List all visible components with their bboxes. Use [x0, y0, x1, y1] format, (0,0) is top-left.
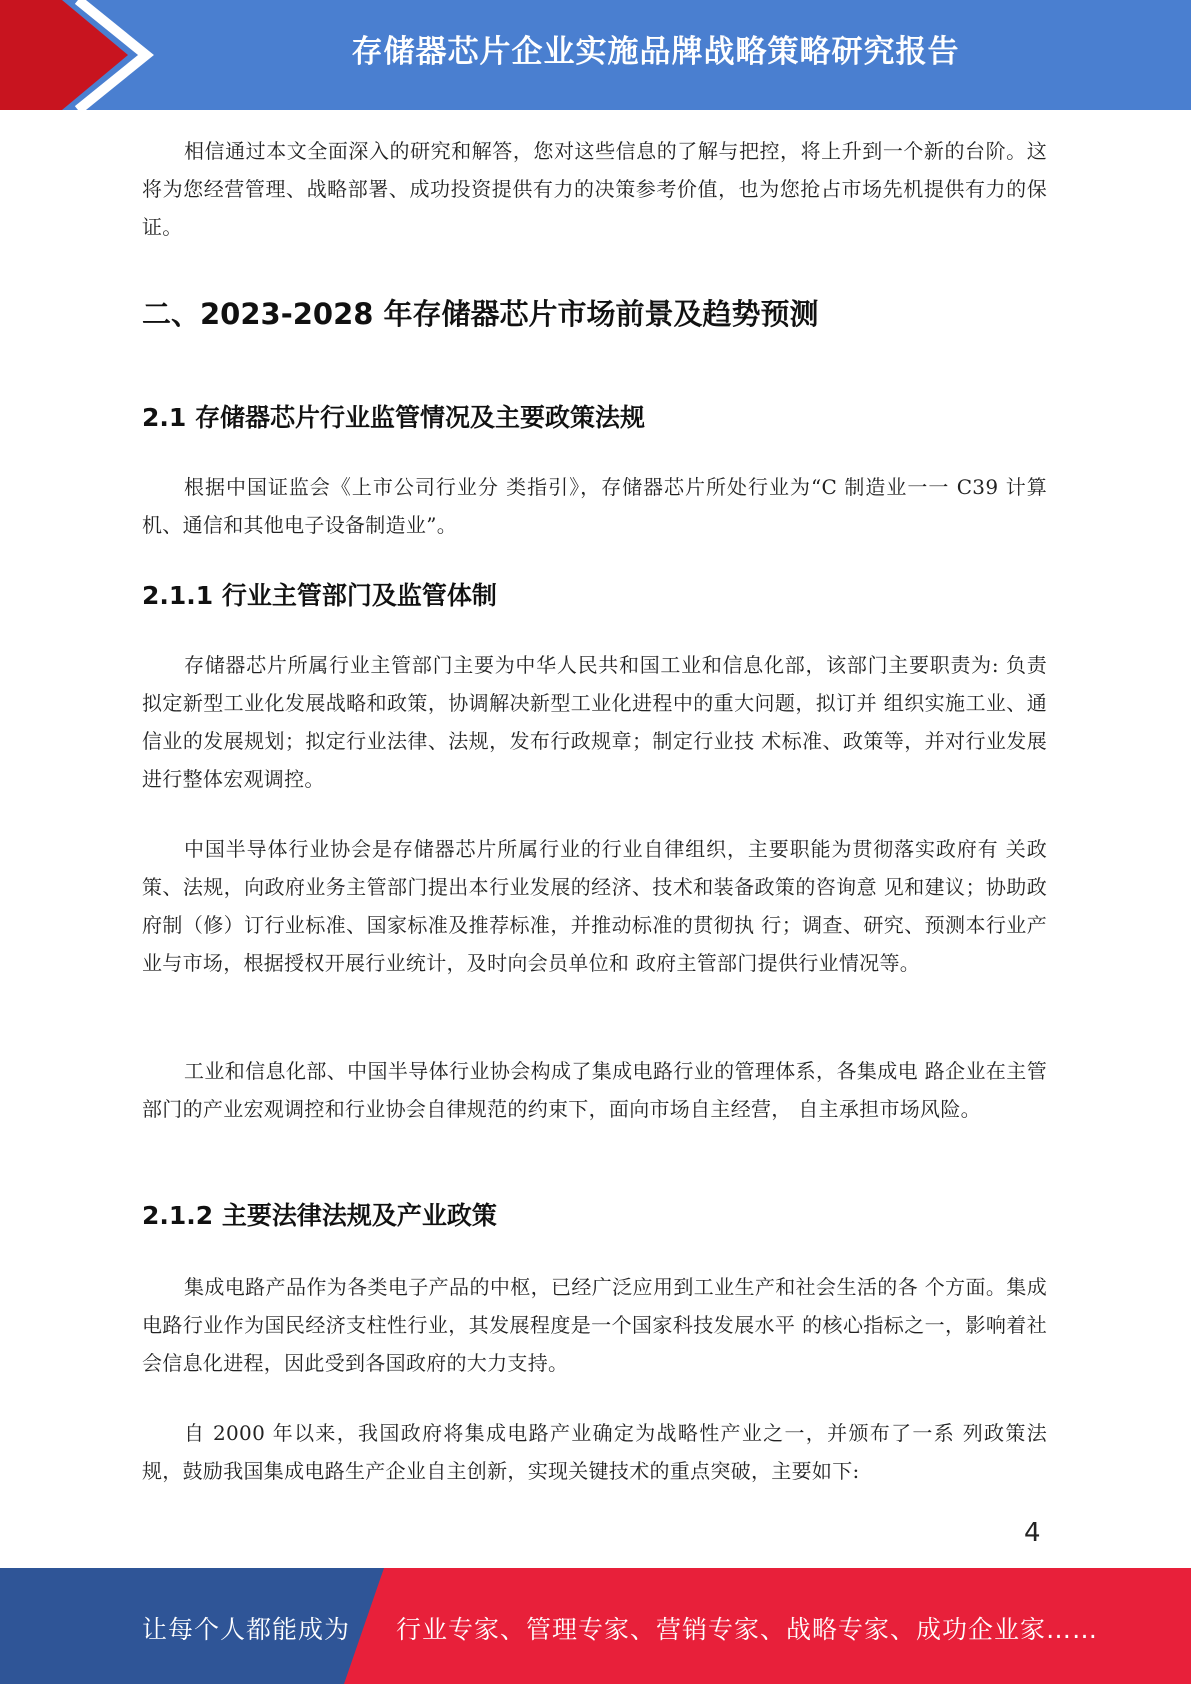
section-2-1-2-body-1	[142, 1268, 1047, 1382]
report-title: 存储器芯片企业实施品牌战略策略研究报告	[351, 34, 960, 70]
page-number: 4	[1024, 1518, 1041, 1548]
page-header	[0, 0, 1191, 110]
section-2-1-1-body-2	[142, 830, 1047, 982]
section-2-1-2-paragraph-2: 自 2000 年以来，我国政府将集成电路产业确定为战略性产业之一，并颁布了一系 列政策法规，鼓励我国集成电路生产企业自主创新，实现关键技术的重点突破，主要如下:	[142, 1421, 1047, 1483]
section-2-1-2-heading: 2.1.2 主要法律法规及产业政策	[142, 1201, 497, 1230]
intro-paragraph: 相信通过本文全面深入的研究和解答，您对这些信息的了解与把控，将上升到一个新的台阶。这将为您经营管理、战略部署、成功投资提供有力的决策参考价值，也为您抢占市场先机提供有力的保证。	[142, 139, 1047, 239]
header-arrow-decoration	[0, 0, 160, 110]
section-2-1-2-body-2	[142, 1414, 1047, 1490]
section-2-heading: 二、2023-2028 年存储器芯片市场前景及趋势预测	[142, 297, 819, 331]
section-2-1-1-paragraph-1: 存储器芯片所属行业主管部门主要为中华人民共和国工业和信息化部，该部门主要职责为: 负责拟定新型工业化发展战略和政策，协调解决新型工业化进程中的重大问题，拟订并 组织实施工业、通信业的发展规划；拟定行业法律、法规，发布行政规章；制定行业技 术标准、政策等，并对行业发展进行整体宏观调控。	[142, 653, 1047, 791]
section-2-1-1-paragraph-2: 中国半导体行业协会是存储器芯片所属行业的行业自律组织，主要职能为贯彻落实政府有 关政策、法规，向政府业务主管部门提出本行业发展的经济、技术和装备政策的咨询意 见和建议；协助政府制（修）订行业标准、国家标准及推荐标准，并推动标准的贯彻执 行；调查、研究、预测本行业产业与市场，根据授权开展行业统计，及时向会员单位和 政府主管部门提供行业情况等。	[142, 837, 1047, 975]
section-2-1-paragraph: 根据中国证监会《上市公司行业分 类指引》，存储器芯片所处行业为“C 制造业一一 C39 计算机、通信和其他电子设备制造业”。	[142, 475, 1047, 537]
section-2-1-2-paragraph-1: 集成电路产品作为各类电子产品的中枢，已经广泛应用到工业生产和社会生活的各 个方面。集成电路行业作为国民经济支柱性行业，其发展程度是一个国家科技发展水平 的核心指标之一，影响着社会信息化进程，因此受到各国政府的大力支持。	[142, 1275, 1047, 1375]
page-footer	[0, 1568, 1191, 1684]
section-2-1-heading: 2.1 存储器芯片行业监管情况及主要政策法规	[142, 403, 645, 432]
footer-slogan-right: 行业专家、管理专家、营销专家、战略专家、成功企业家……	[396, 1615, 1099, 1644]
section-2-1-1-body-1	[142, 646, 1047, 798]
intro-section	[142, 132, 1047, 246]
section-2-1-1-heading: 2.1.1 行业主管部门及监管体制	[142, 581, 497, 610]
section-2-1-1-paragraph-3: 工业和信息化部、中国半导体行业协会构成了集成电路行业的管理体系，各集成电 路企业在主管部门的产业宏观调控和行业协会自律规范的约束下，面向市场自主经营， 自主承担市场风险。	[142, 1059, 1047, 1121]
footer-slogan-left: 让每个人都能成为	[142, 1615, 351, 1644]
section-2-1-body	[142, 468, 1047, 544]
section-2-1-1-body-3	[142, 1052, 1047, 1128]
